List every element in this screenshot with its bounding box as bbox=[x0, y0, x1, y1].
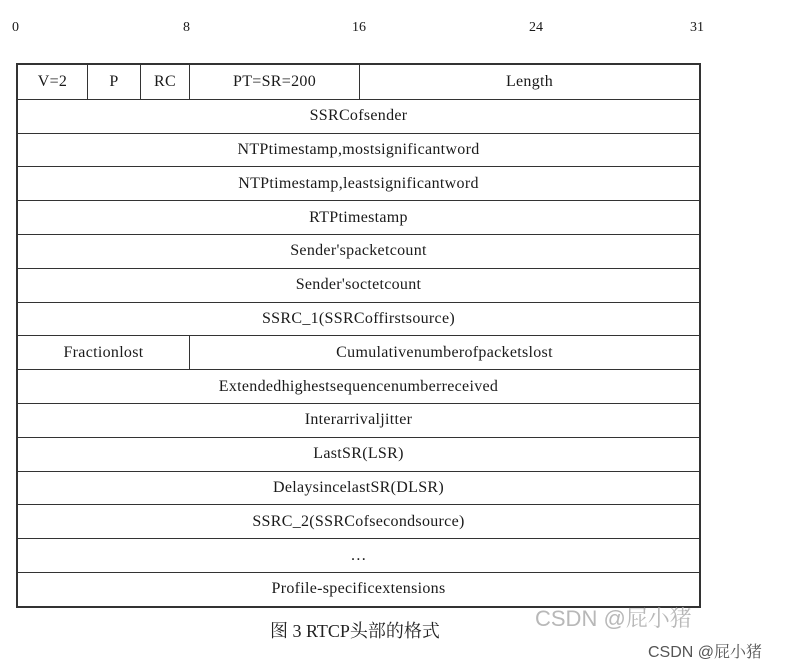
table-row bbox=[18, 268, 699, 302]
field-rc: RC bbox=[140, 65, 189, 99]
table-row bbox=[18, 572, 699, 606]
table-row bbox=[18, 471, 699, 505]
field-padding: P bbox=[87, 65, 140, 99]
field-ssrc-sender: SSRCofsender bbox=[309, 107, 408, 125]
field-ssrc-2: SSRC_2(SSRCofsecondsource) bbox=[252, 512, 465, 530]
field-ntp-lsw: NTPtimestamp,leastsignificantword bbox=[238, 174, 479, 192]
field-rtp-timestamp: RTPtimestamp bbox=[309, 208, 408, 226]
bit-number-0: 0 bbox=[12, 20, 19, 35]
header-row bbox=[18, 65, 699, 99]
field-packet-count: Sender'spacketcount bbox=[290, 242, 427, 260]
field-octet-count: Sender'soctetcount bbox=[295, 276, 422, 294]
table-row bbox=[18, 403, 699, 437]
figure-caption: 图 3 RTCP头部的格式 bbox=[270, 621, 440, 641]
table-row bbox=[18, 99, 699, 133]
watermark-small: CSDN @屁小猪 bbox=[648, 644, 763, 661]
bit-number-16: 16 bbox=[352, 20, 366, 35]
field-cumulative-lost: Cumulativenumberofpacketslost bbox=[189, 336, 699, 369]
table-row bbox=[18, 166, 699, 200]
table-row bbox=[18, 504, 699, 538]
table-row bbox=[18, 369, 699, 403]
table-row bbox=[18, 133, 699, 167]
field-jitter: Interarrivaljitter bbox=[304, 411, 413, 429]
table-row bbox=[18, 302, 699, 336]
bit-number-24: 24 bbox=[529, 20, 543, 35]
field-ssrc-1: SSRC_1(SSRCoffirstsource) bbox=[261, 309, 455, 327]
bit-number-31: 31 bbox=[690, 20, 704, 35]
field-ellipsis: … bbox=[350, 546, 367, 564]
table-row bbox=[18, 335, 699, 369]
field-version: V=2 bbox=[37, 72, 68, 90]
field-lsr: LastSR(LSR) bbox=[313, 445, 404, 463]
table-row bbox=[18, 437, 699, 471]
table-row bbox=[18, 234, 699, 268]
field-length: Length bbox=[359, 65, 699, 99]
watermark-large: CSDN @屁小猪 bbox=[535, 606, 692, 631]
table-row bbox=[18, 538, 699, 572]
rtcp-header-table bbox=[16, 63, 701, 608]
field-fraction-lost: Fractionlost bbox=[63, 343, 144, 361]
field-pt: PT=SR=200 bbox=[189, 65, 359, 99]
field-ext-highest-seq: Extendedhighestsequencenumberreceived bbox=[218, 377, 499, 395]
table-row bbox=[18, 200, 699, 234]
bit-number-8: 8 bbox=[183, 20, 190, 35]
field-ntp-msw: NTPtimestamp,mostsignificantword bbox=[237, 140, 480, 158]
field-dlsr: DelaysincelastSR(DLSR) bbox=[272, 478, 445, 496]
field-profile-extensions: Profile-specificextensions bbox=[271, 580, 446, 598]
